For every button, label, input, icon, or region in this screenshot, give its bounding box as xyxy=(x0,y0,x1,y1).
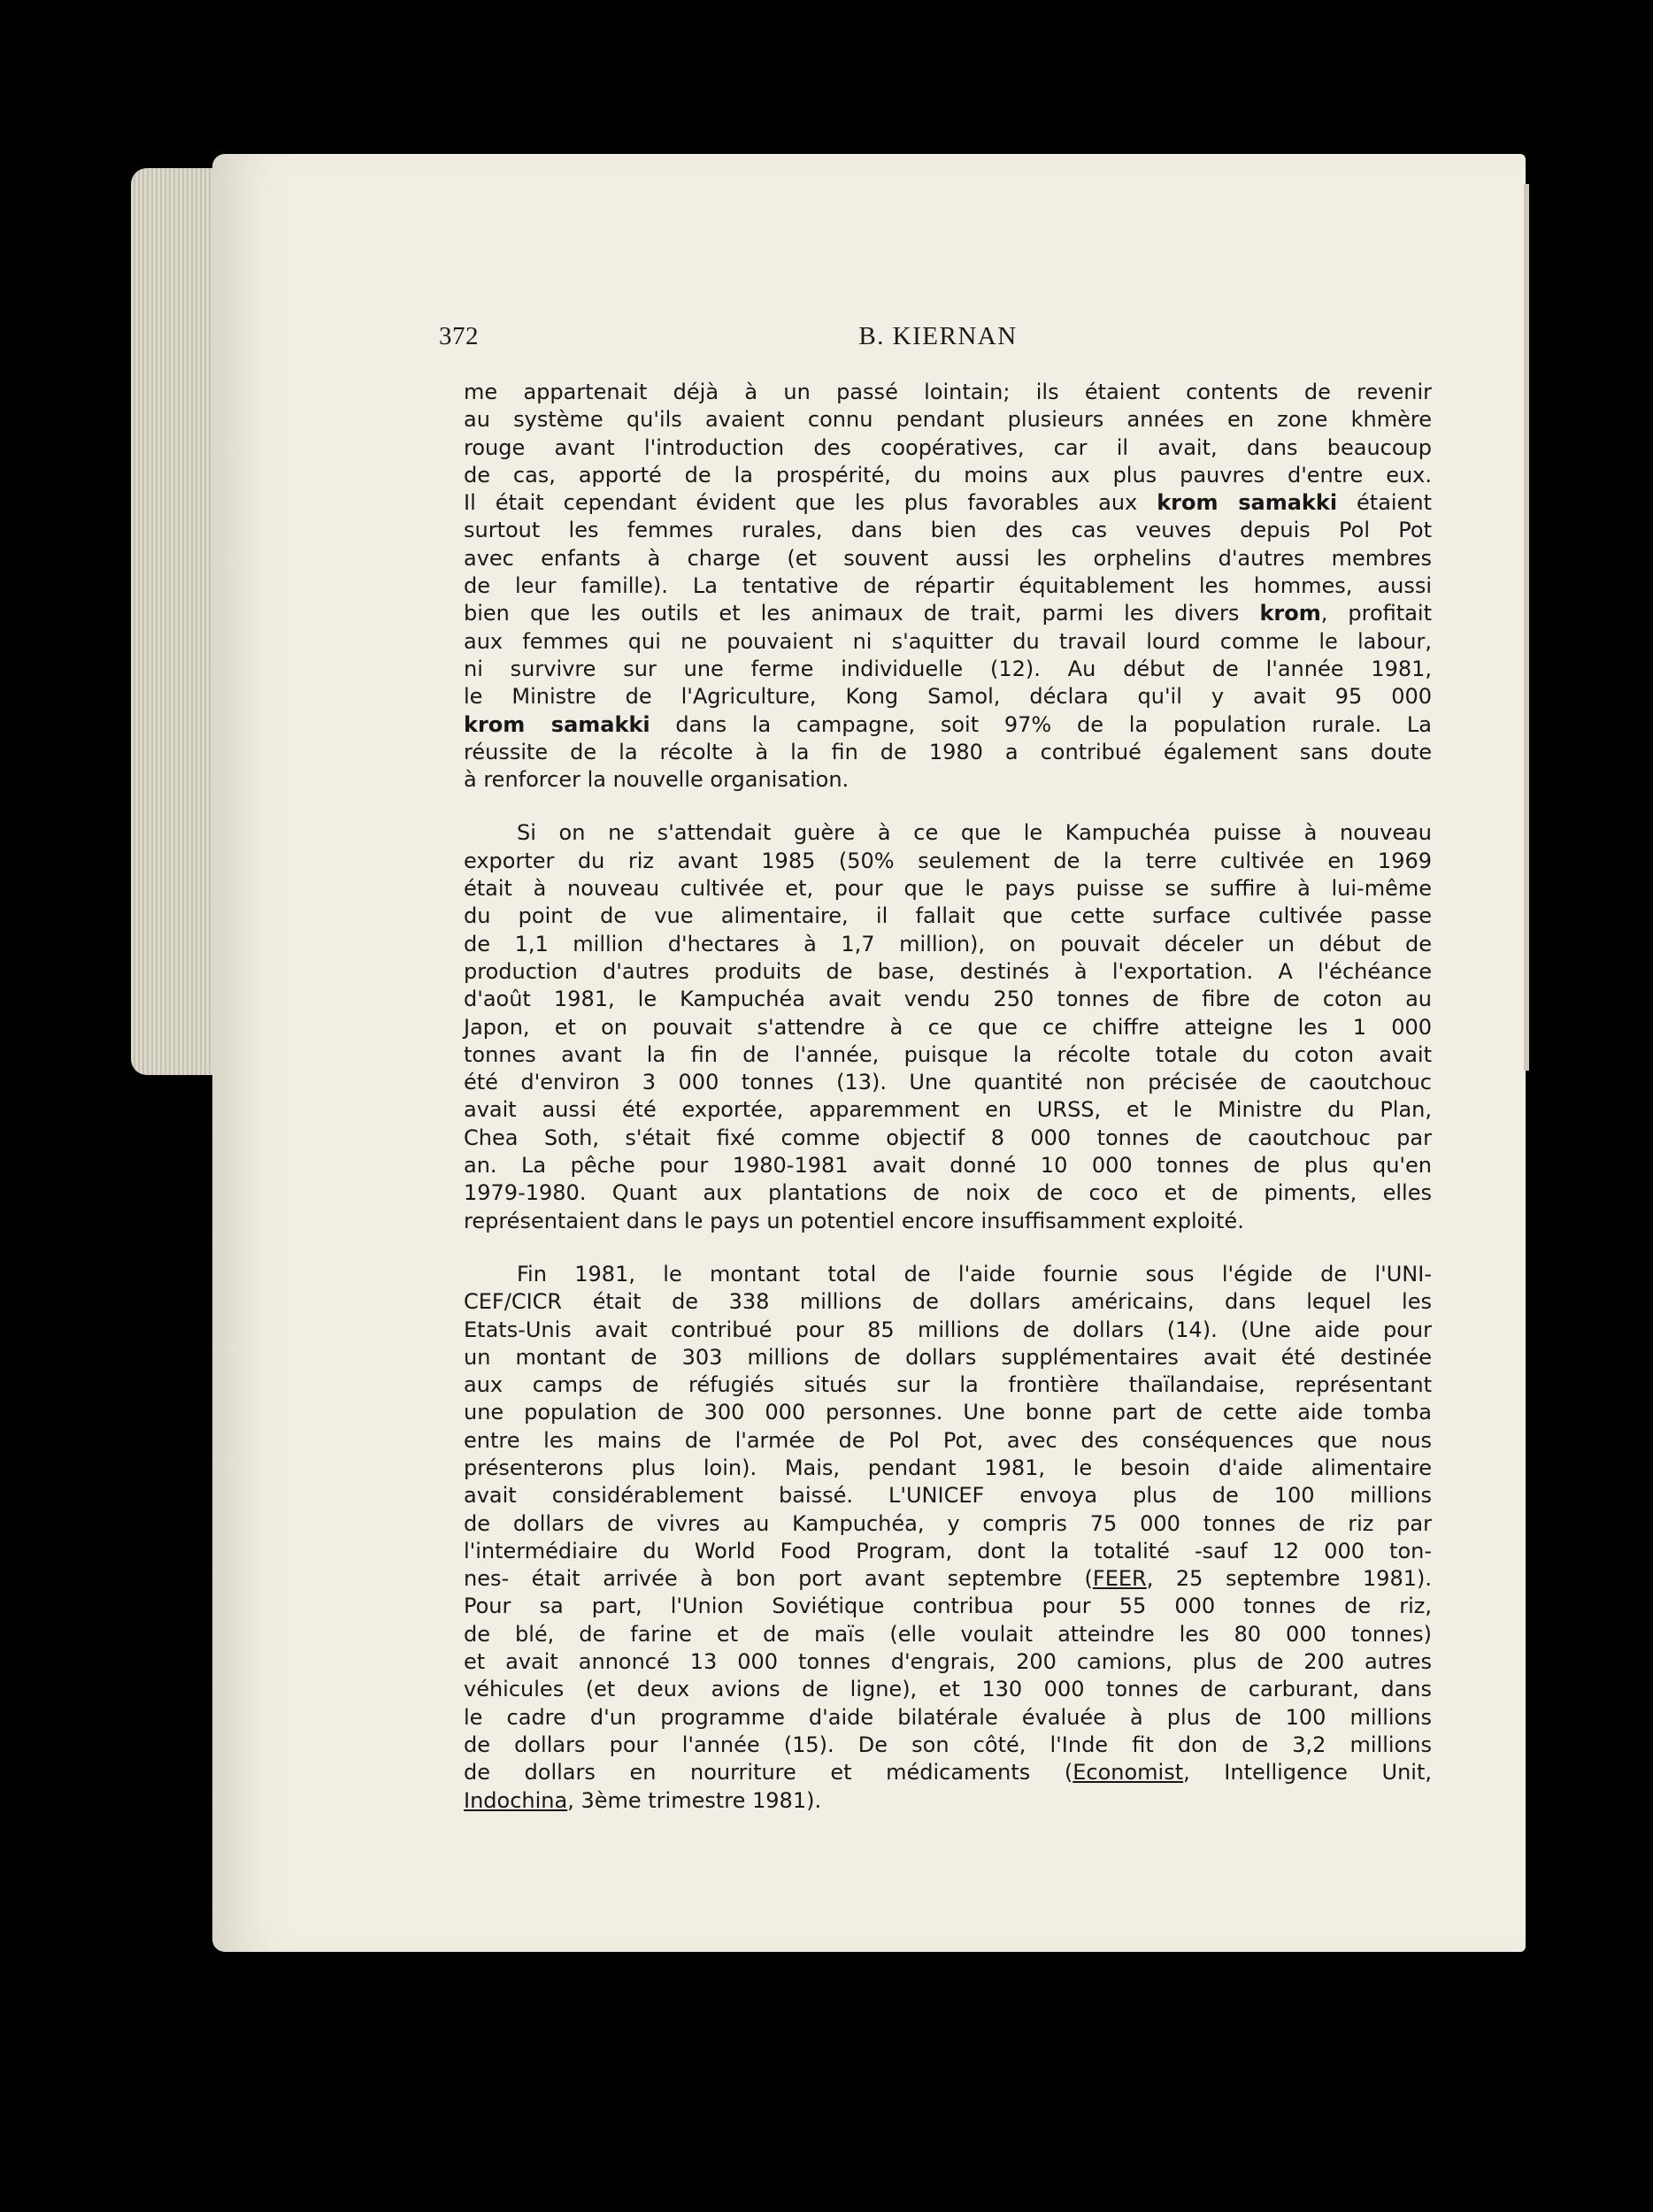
text-line xyxy=(464,711,1432,739)
text-segment: avec enfants à charge (et souvent aussi les orphelins d'autres membres xyxy=(464,545,1432,571)
text-line xyxy=(464,1759,1432,1786)
bold-term: krom xyxy=(1259,601,1321,626)
text-line xyxy=(464,1621,1432,1648)
text-line xyxy=(464,1179,1432,1207)
text-line xyxy=(464,379,1432,406)
text-segment: représentaient dans le pays un potentiel encore insuffisamment exploité. xyxy=(464,1208,1244,1233)
text-line xyxy=(464,1208,1432,1235)
text-line xyxy=(464,819,1432,847)
text-segment: était à nouveau cultivée et, pour que le pays puisse se suffire à lui-même xyxy=(464,876,1432,902)
text-segment: d'août 1981, le Kampuchéa avait vendu 250 tonnes de fibre de coton au xyxy=(464,987,1432,1012)
paragraph-gap xyxy=(464,1235,1432,1261)
text-line xyxy=(464,1125,1432,1152)
text-segment: , 3ème trimestre 1981). xyxy=(567,1787,822,1813)
text-line xyxy=(464,1510,1432,1538)
text-segment: Chea Soth, s'était fixé comme objectif 8 000 tonnes de caoutchouc par xyxy=(464,1125,1432,1150)
text-line xyxy=(464,1593,1432,1620)
text-line xyxy=(464,1399,1432,1426)
text-line xyxy=(464,656,1432,683)
text-line xyxy=(464,1676,1432,1703)
text-segment: un montant de 303 millions de dollars supplémentaires avait été destinée xyxy=(464,1344,1432,1370)
text-line xyxy=(464,545,1432,572)
text-segment: au système qu'ils avaient connu pendant plusieurs années en zone khmère xyxy=(464,407,1432,433)
text-line xyxy=(464,462,1432,489)
text-segment: Etats-Unis avait contribué pour 85 millions de dollars (14). (Une aide pour xyxy=(464,1317,1432,1342)
text-segment: étaient xyxy=(1337,490,1432,516)
text-segment: Pour sa part, l'Union Soviétique contribua pour 55 000 tonnes de riz, xyxy=(464,1594,1432,1619)
text-segment: dans la campagne, soit 97% de la population rurale. La xyxy=(650,711,1433,737)
text-segment: surtout les femmes rurales, dans bien des cas veuves depuis Pol Pot xyxy=(464,518,1432,543)
page-header xyxy=(439,322,1437,357)
text-segment: de dollars pour l'année (15). De son côté, l'Inde fit don de 3,2 millions xyxy=(464,1732,1432,1757)
text-line xyxy=(464,628,1432,656)
text-line xyxy=(464,1014,1432,1041)
text-segment: de cas, apporté de la prospérité, du moins aux plus pauvres d'entre eux. xyxy=(464,462,1432,488)
text-segment: Japon, et on pouvait s'attendre à ce que ce chiffre atteigne les 1 000 xyxy=(464,1014,1432,1040)
text-segment: du point de vue alimentaire, il fallait que cette surface cultivée passe xyxy=(464,903,1432,929)
text-line xyxy=(464,1455,1432,1482)
text-line xyxy=(464,875,1432,902)
paragraph xyxy=(464,379,1432,794)
page-number: 372 xyxy=(439,322,479,350)
text-segment: rouge avant l'introduction des coopératives, car il avait, dans beaucoup xyxy=(464,434,1432,460)
text-line xyxy=(464,766,1432,794)
text-segment: de blé, de farine et de maïs (elle voulait atteindre les 80 000 tonnes) xyxy=(464,1621,1432,1647)
text-line xyxy=(464,848,1432,875)
text-segment: une population de 300 000 personnes. Une bonne part de cette aide tomba xyxy=(464,1400,1432,1425)
text-segment: 1979-1980. Quant aux plantations de noix de coco et de piments, elles xyxy=(464,1180,1432,1206)
underlined-source: FEER xyxy=(1092,1566,1147,1592)
text-segment: de 1,1 million d'hectares à 1,7 million), on pouvait déceler un début de xyxy=(464,931,1432,956)
text-line xyxy=(464,572,1432,600)
text-segment: présenterons plus loin). Mais, pendant 1981, le besoin d'aide alimentaire xyxy=(464,1455,1432,1480)
text-segment: an. La pêche pour 1980-1981 avait donné 10 000 tonnes de plus qu'en xyxy=(464,1153,1432,1179)
text-segment: avait considérablement baissé. L'UNICEF envoya plus de 100 millions xyxy=(464,1483,1432,1509)
text-segment: véhicules (et deux avions de ligne), et 130 000 tonnes de carburant, dans xyxy=(464,1677,1432,1702)
text-segment: ni survivre sur une ferme individuelle (12). Au début de l'année 1981, xyxy=(464,656,1432,681)
text-segment: de dollars en nourriture et médicaments ( xyxy=(464,1760,1073,1786)
text-line xyxy=(464,1704,1432,1732)
text-line xyxy=(464,1096,1432,1124)
text-line xyxy=(464,1648,1432,1676)
text-line xyxy=(464,931,1432,958)
text-line xyxy=(464,1482,1432,1509)
text-segment: , Intelligence Unit, xyxy=(1183,1760,1432,1786)
text-segment: tonnes avant la fin de l'année, puisque la récolte totale du coton avait xyxy=(464,1041,1432,1067)
paragraph xyxy=(464,1261,1432,1815)
facing-page-edge xyxy=(1524,184,1529,1071)
text-segment: et avait annoncé 13 000 tonnes d'engrais, 200 camions, plus de 200 autres xyxy=(464,1649,1432,1675)
text-line xyxy=(464,1565,1432,1593)
text-segment: CEF/CICR était de 338 millions de dollars américains, dans lequel les xyxy=(464,1289,1432,1315)
text-segment: à renforcer la nouvelle organisation. xyxy=(464,767,850,793)
paragraph-gap xyxy=(464,794,1432,819)
text-line xyxy=(464,1288,1432,1316)
text-segment: aux femmes qui ne pouvaient ni s'aquitter du travail lourd comme le labour, xyxy=(464,628,1432,654)
text-line xyxy=(464,1069,1432,1096)
text-line xyxy=(464,1787,1432,1815)
text-line xyxy=(464,1152,1432,1179)
text-segment: Si on ne s'attendait guère à ce que le Kampuchéa puisse à nouveau xyxy=(517,820,1432,846)
text-segment: bien que les outils et les animaux de trait, parmi les divers xyxy=(464,601,1260,626)
text-line xyxy=(464,489,1432,517)
text-line xyxy=(464,600,1432,627)
text-line xyxy=(464,517,1432,544)
text-line xyxy=(464,958,1432,986)
text-segment: nes- était arrivée à bon port avant septembre ( xyxy=(464,1566,1093,1592)
text-segment: entre les mains de l'armée de Pol Pot, avec des conséquences que nous xyxy=(464,1427,1432,1453)
text-segment: Fin 1981, le montant total de l'aide fournie sous l'égide de l'UNI- xyxy=(517,1261,1432,1286)
running-head: B. KIERNAN xyxy=(858,322,1018,350)
text-line xyxy=(464,1371,1432,1399)
text-line xyxy=(464,1344,1432,1371)
text-line xyxy=(464,1427,1432,1455)
text-segment: , 25 septembre 1981). xyxy=(1146,1566,1432,1592)
text-segment: exporter du riz avant 1985 (50% seulement de la terre cultivée en 1969 xyxy=(464,848,1432,873)
text-segment: été d'environ 3 000 tonnes (13). Une quantité non précisée de caoutchouc xyxy=(464,1070,1432,1095)
text-line xyxy=(464,1041,1432,1069)
text-line xyxy=(464,1732,1432,1759)
text-segment: production d'autres produits de base, destinés à l'exportation. A l'échéance xyxy=(464,958,1432,984)
text-line xyxy=(464,1261,1432,1288)
text-segment: de dollars de vivres au Kampuchéa, y compris 75 000 tonnes de riz par xyxy=(464,1510,1432,1536)
text-segment: de leur famille). La tentative de répartir équitablement les hommes, aussi xyxy=(464,573,1432,599)
text-segment: me appartenait déjà à un passé lointain; ils étaient contents de revenir xyxy=(464,380,1432,404)
body-text xyxy=(464,379,1432,1815)
paragraph xyxy=(464,819,1432,1234)
text-line xyxy=(464,434,1432,462)
text-line xyxy=(464,902,1432,930)
text-segment: réussite de la récolte à la fin de 1980 a contribué également sans doute xyxy=(464,739,1432,764)
text-segment: avait aussi été exportée, apparemment en URSS, et le Ministre du Plan, xyxy=(464,1097,1432,1123)
bold-term: krom samakki xyxy=(464,711,650,737)
underlined-source: Economist xyxy=(1073,1760,1184,1786)
text-line xyxy=(464,1538,1432,1565)
text-segment: , profitait xyxy=(1320,601,1432,626)
text-segment: Il était cependant évident que les plus favorables aux xyxy=(464,490,1157,516)
text-segment: le Ministre de l'Agriculture, Kong Samol, déclara qu'il y avait 95 000 xyxy=(464,684,1432,710)
bold-term: krom samakki xyxy=(1157,490,1338,516)
text-segment: l'intermédiaire du World Food Program, dont la totalité -sauf 12 000 ton- xyxy=(464,1538,1432,1563)
underlined-source: Indochina xyxy=(464,1787,568,1813)
text-line xyxy=(464,406,1432,434)
text-segment: aux camps de réfugiés situés sur la frontière thaïlandaise, représentant xyxy=(464,1372,1432,1398)
text-segment: le cadre d'un programme d'aide bilatérale évaluée à plus de 100 millions xyxy=(464,1704,1432,1730)
text-line xyxy=(464,739,1432,766)
text-line xyxy=(464,683,1432,710)
text-line xyxy=(464,1317,1432,1344)
text-line xyxy=(464,986,1432,1013)
